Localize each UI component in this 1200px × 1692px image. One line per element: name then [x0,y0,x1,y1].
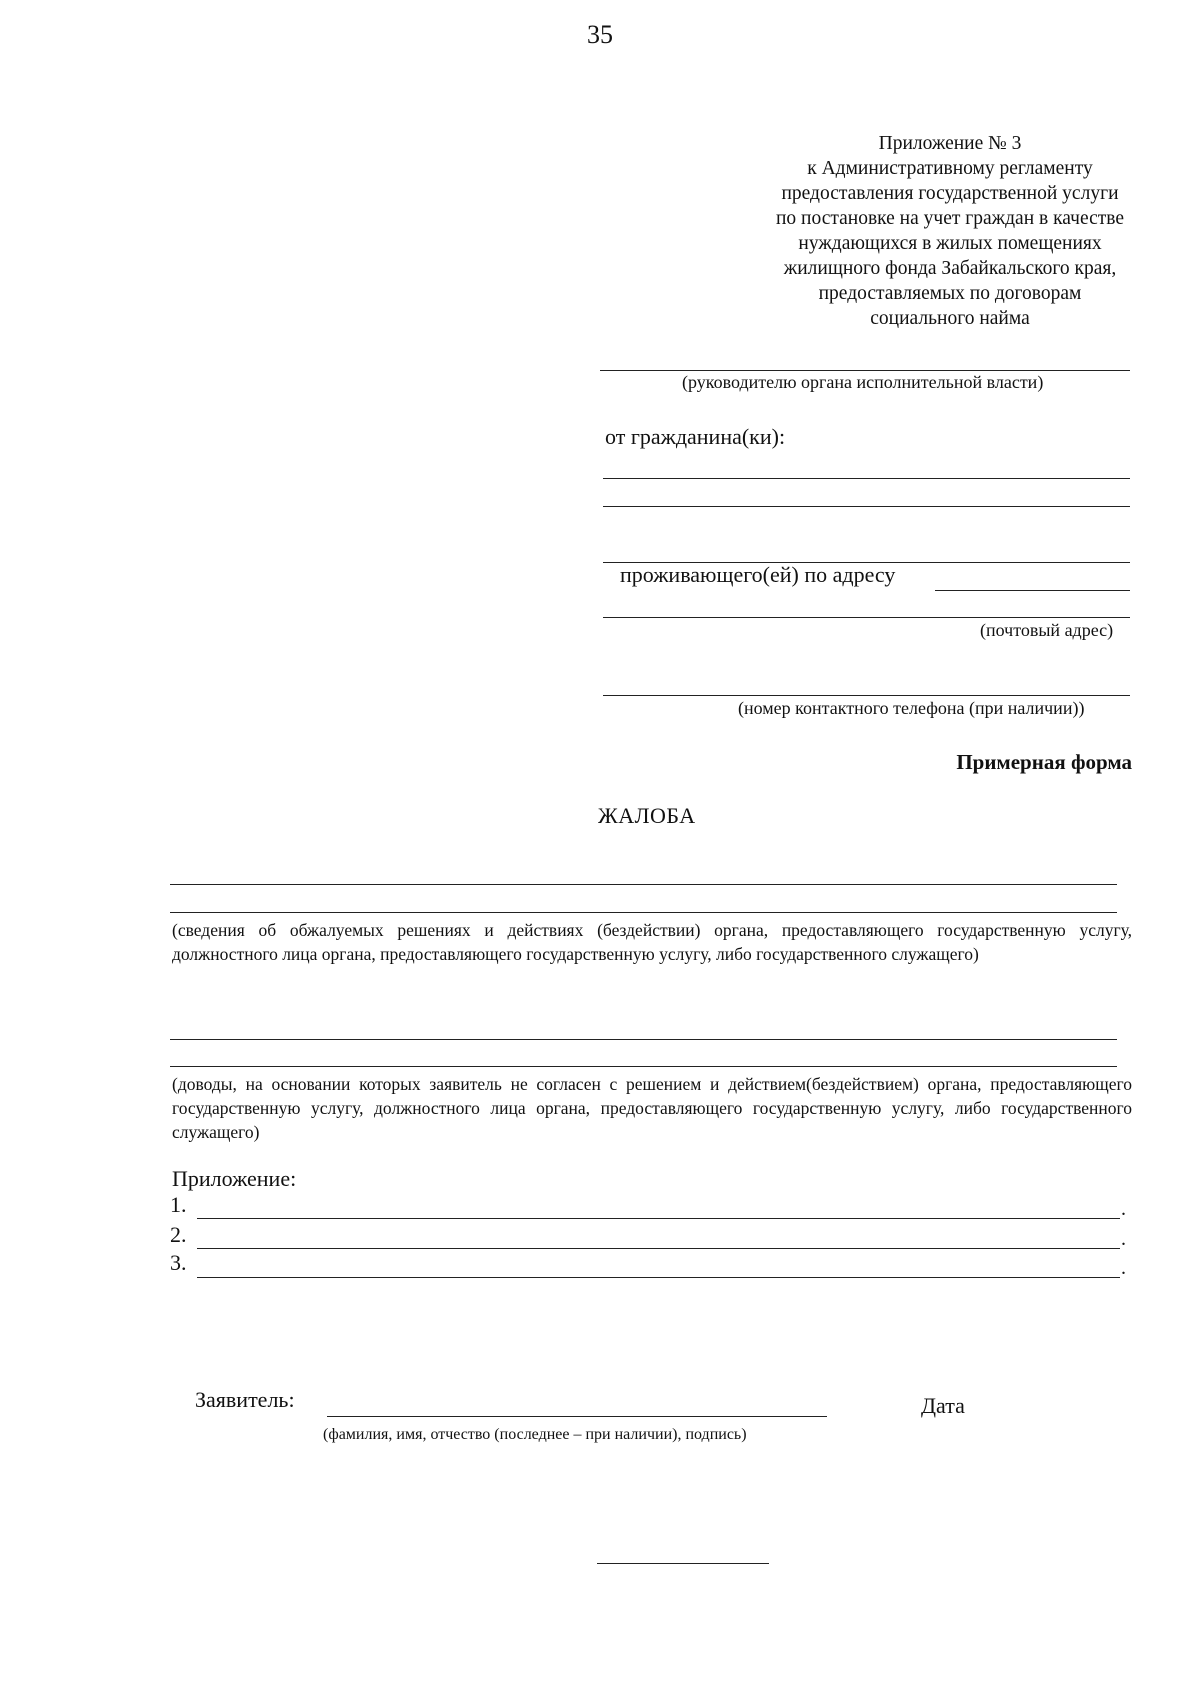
attachment-dot: . [1121,1257,1126,1279]
attachment-dot: . [1121,1198,1126,1220]
signature-caption: (фамилия, имя, отчество (последнее – при наличии), подпись) [323,1426,747,1443]
date-label: Дата [921,1393,965,1418]
page-number: 35 [587,20,613,49]
sample-form-label: Примерная форма [956,750,1132,774]
address-line[interactable] [935,590,1130,591]
signature-line[interactable] [327,1416,827,1417]
closing-divider [597,1563,769,1564]
complaint-title: ЖАЛОБА [598,803,696,828]
attachment-number: 3. [170,1250,187,1275]
phone-line[interactable] [603,695,1130,696]
postal-address-caption: (почтовый адрес) [980,620,1114,640]
from-citizen-label: от гражданина(ки): [605,424,786,449]
attachment-number: 2. [170,1222,187,1247]
recipient-caption: (руководителю органа исполнительной власти) [682,372,1044,392]
residing-label: проживающего(ей) по адресу [620,562,896,587]
appendix-header-line: предоставления государственной услуги [781,183,1119,204]
attachment-dot: . [1121,1228,1126,1250]
recipient-line[interactable] [600,370,1130,371]
appendix-header [720,131,1180,331]
appendix-header-line: предоставляемых по договорам [818,283,1082,304]
appendix-header-line: жилищного фонда Забайкальского края, [783,258,1117,279]
attachment-line[interactable] [197,1218,1120,1219]
appendix-header-line: к Административному регламенту [807,158,1093,179]
citizen-name-line[interactable] [603,478,1130,479]
appendix-header-line: социального найма [870,308,1030,329]
arguments-line[interactable] [170,1066,1117,1067]
address-line[interactable] [603,617,1130,618]
decisions-line[interactable] [170,884,1117,885]
decisions-line[interactable] [170,912,1117,913]
appendix-header-line: по постановке на учет граждан в качестве [775,208,1125,229]
attachments-label: Приложение: [172,1166,297,1191]
arguments-caption: (доводы, на основании которых заявитель не согласен с решением и действием(бездействием) органа, предоставляющего государственную услугу, должностного лица органа, предоставляющего государственную услугу, либо государственного служащего) [172,1074,1132,1142]
phone-caption: (номер контактного телефона (при наличии)) [738,698,1085,718]
attachment-number: 1. [170,1192,187,1217]
appendix-header-line: нуждающихся в жилых помещениях [798,233,1102,254]
citizen-name-line[interactable] [603,506,1130,507]
applicant-label: Заявитель: [195,1387,295,1412]
attachment-line[interactable] [197,1277,1120,1278]
decisions-caption: (сведения об обжалуемых решениях и действиях (бездействии) органа, предоставляющего государственную услугу, должностного лица органа, предоставляющего государственную услугу, либо государственного служащего) [172,920,1132,964]
attachment-line[interactable] [197,1248,1120,1249]
arguments-line[interactable] [170,1039,1117,1040]
appendix-header-line: Приложение № 3 [878,133,1022,154]
